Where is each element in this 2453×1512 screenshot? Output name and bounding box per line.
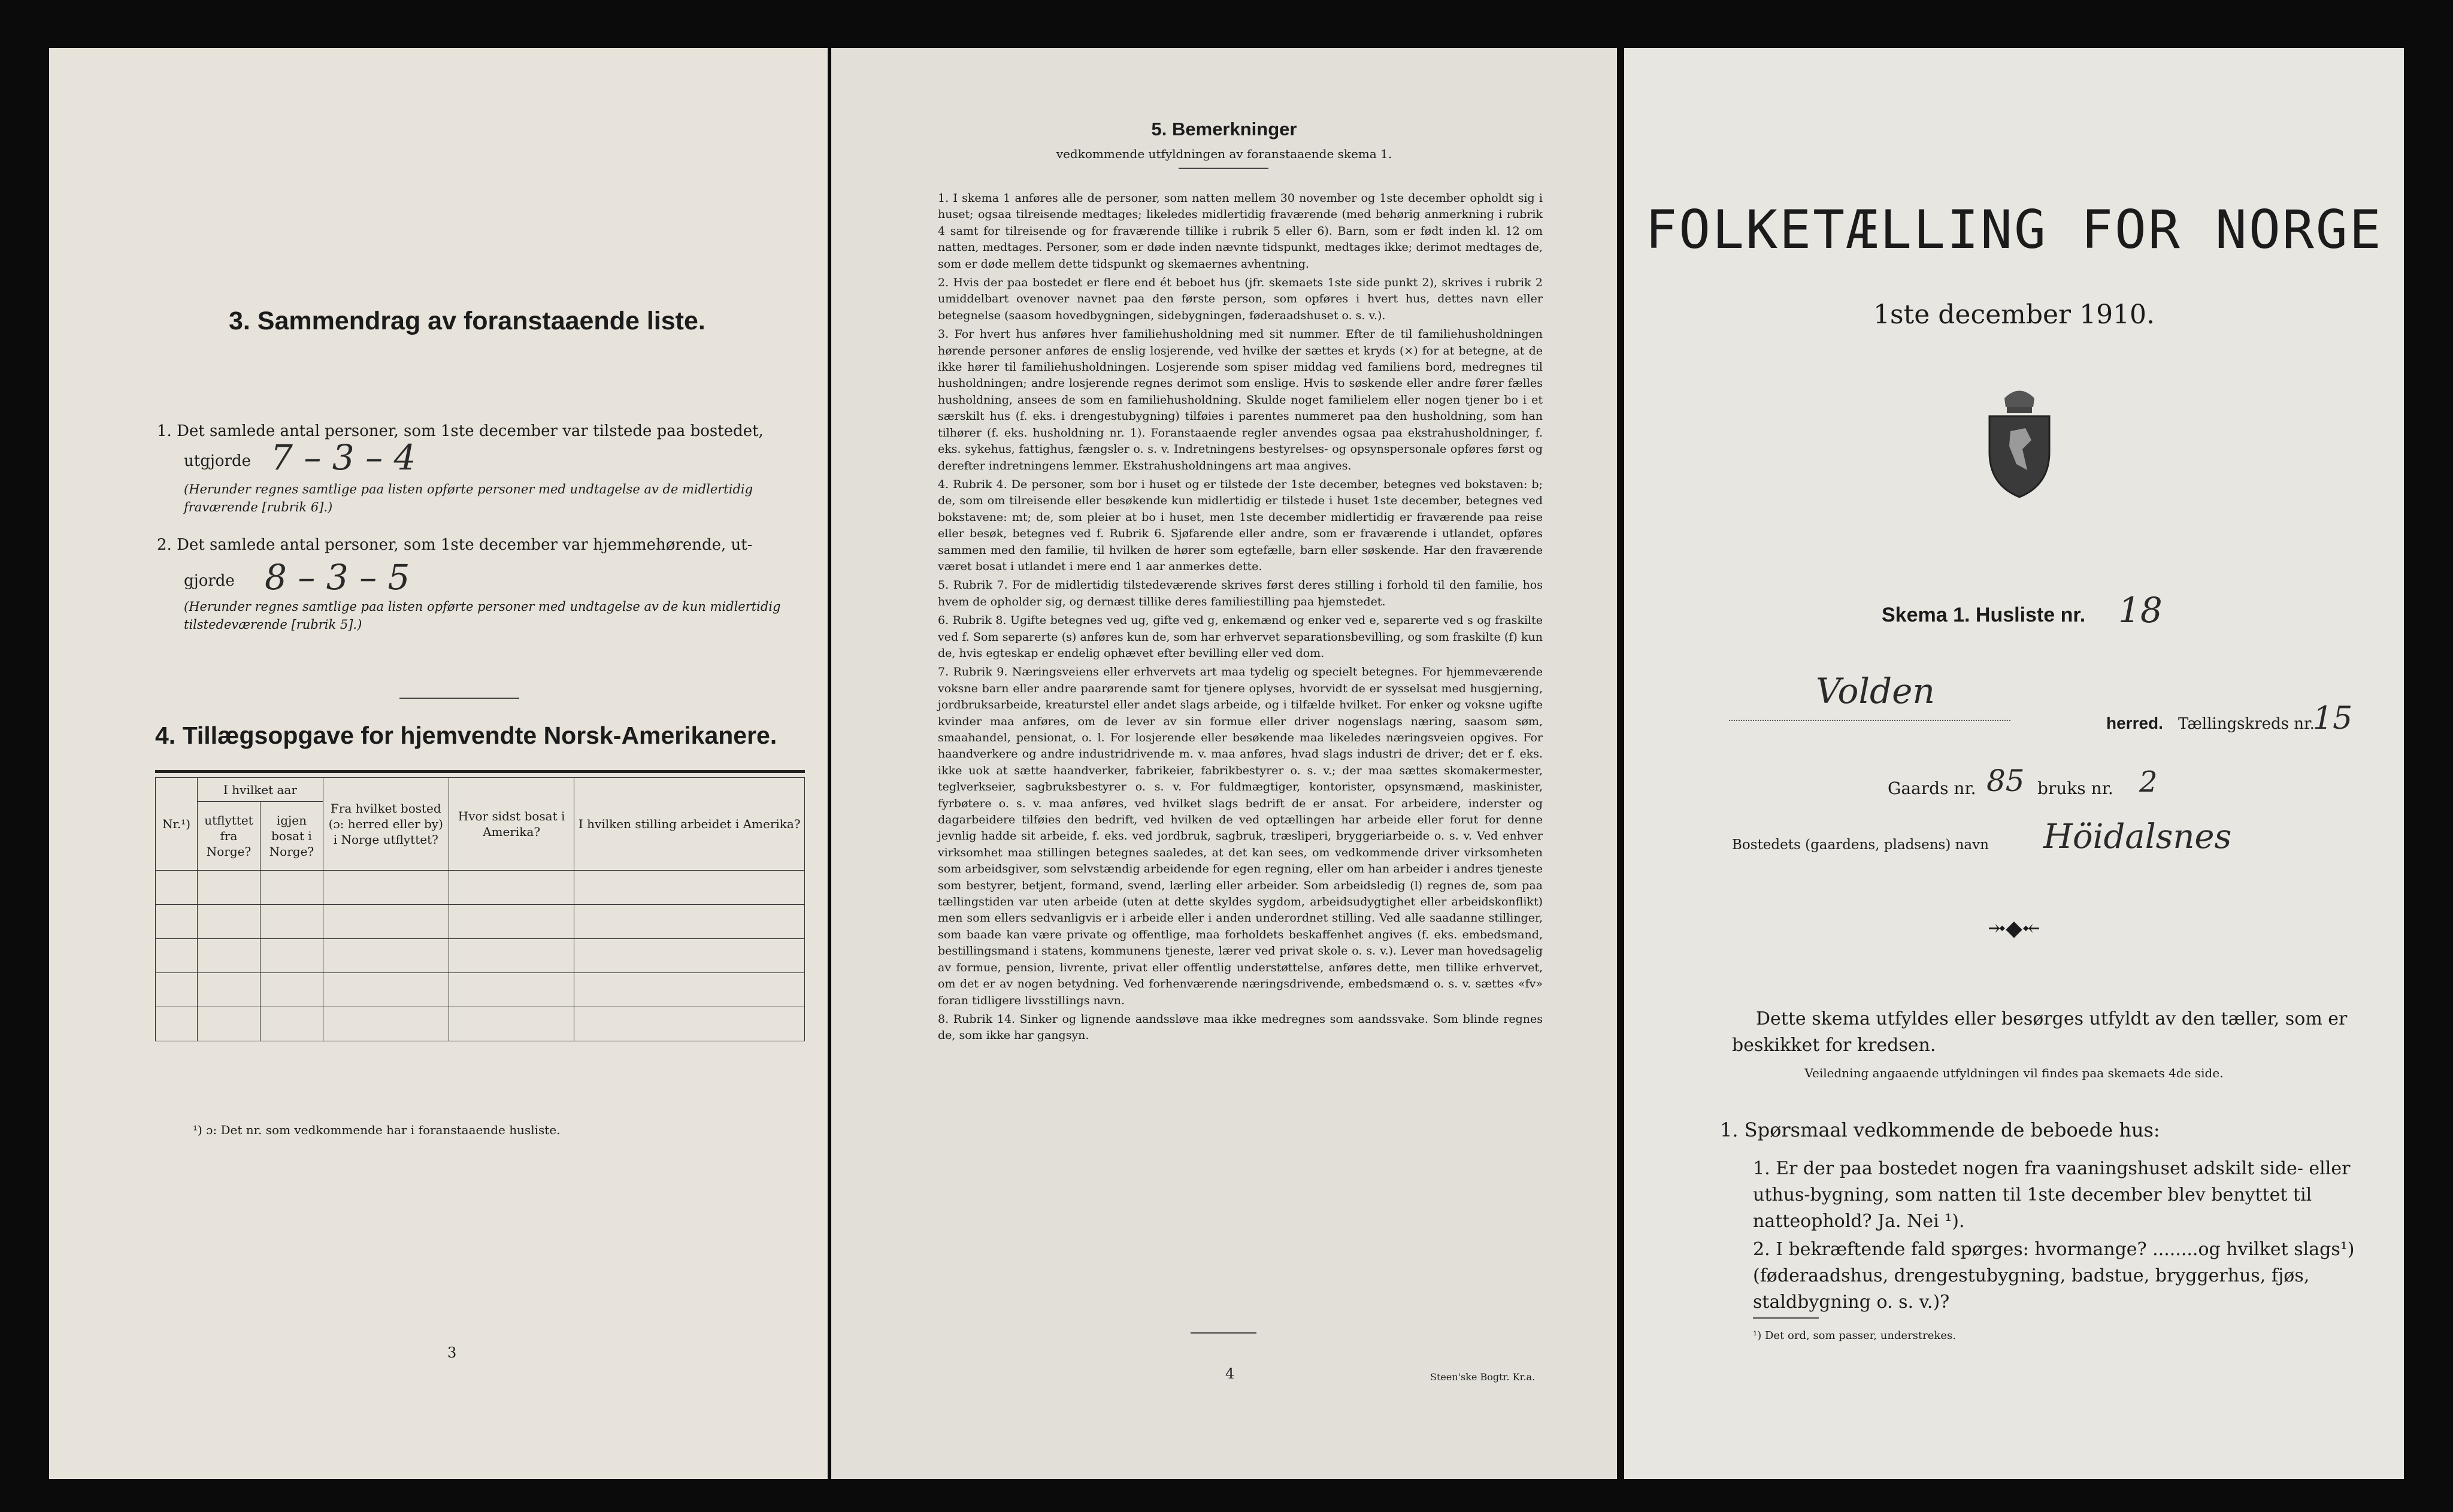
gaards-label: Gaards nr. bbox=[1888, 778, 1976, 798]
remark-item: 6. Rubrik 8. Ugifte betegnes ved ug, gifte ved g, enkemænd og enker ved e, separerte ved s og fraskilte ved f. Som separerte (s) anføres kun de, som har erhvervet separationsbevilling, og som fraskilte (f) kun de, hvis egteskap er endelig ophævet efter bevilling eller ved dom. bbox=[938, 614, 1543, 660]
husliste-number: 18 bbox=[2118, 590, 2163, 631]
item1-note: (Herunder regnes samtlige paa listen opførte personer med undtagelse av de midlertidig fraværende [rubrik 6].) bbox=[184, 482, 753, 514]
item1-text: 1. Det samlede antal personer, som 1ste december var tilstede paa bostedet, bbox=[157, 422, 764, 440]
table-row bbox=[156, 871, 805, 905]
remarks-list bbox=[938, 190, 1543, 1047]
section4-title: 4. Tillægsopgave for hjemvendte Norsk-Amerikanere. bbox=[155, 722, 777, 749]
remark-item: 3. For hvert hus anføres hver familiehusholdning med sit nummer. Efter de til familiehusholdningen hørende personer anføres de enslig losjerende, ved hvilke der sættes et kryds (×) for at betegne, at de ikke hører til familiehusholdningen. Losjerende som spiser middag ved familiens bord, medregnes til husholdningen; andre losjerende regnes derimot som enslige. Hvis to søskende eller andre fører fælles husholdning, ansees de som en familiehusholdning. Skulde noget familielem eller nogen tjener bo i et særskilt hus (f. eks. i drengestubygning) tilføies i parentes nummeret paa den husholdning, som han tilhører (f. eks. husholdning nr. 1). Foranstaaende regler anvendes ogsaa paa ekstrahusholdninger, f. eks. sykehus, fattighus, fængsler o. s. v. Indretningens bestyrelses- og opsynspersonale opføres først og derefter indretningens lemmer. Ekstrahusholdningens art maa angives. bbox=[938, 328, 1543, 472]
ornament-icon: ⤞◆⤝ bbox=[1987, 916, 2040, 941]
bosted-label: Bostedets (gaardens, pladsens) navn bbox=[1732, 837, 1989, 853]
intro-text: Dette skema utfyldes eller besørges utfyldt av den tæller, som er beskikket for kredsen. bbox=[1732, 1008, 2348, 1056]
page-number: 3 bbox=[447, 1344, 457, 1361]
question-1: 1. Er der paa bostedet nogen fra vaaningshuset adskilt side- eller uthus-bygning, som natten til 1ste december blev benyttet til natteophold? Ja. Nei ¹). bbox=[1753, 1158, 2351, 1232]
divider bbox=[1753, 1317, 1819, 1319]
remark-item: 7. Rubrik 9. Næringsveiens eller erhvervets art maa tydelig og specielt betegnes. For hjemmeværende voksne barn eller andre paarørende samt for tjenere oplyses, hvorvidt de er sysselsat med husgjerning, jordbruksarbeide, kreaturstel eller andet slags arbeide, og i tilfælde hvilket. For enker og voksne ugifte kvinder maa anføres, om de lever av sin formue eller driver nogenslags næring, saasom søm, smaahandel, pensionat, o. l. For losjerende eller besøkende maa likeledes næringsveien opgives. For haandverkere og andre industridrivende m. v. maa anføres, hvad slags industri de driver; det er f. eks. ikke uok at sætte haandverker, fabrikeier, fabrikbestyrer o. s. v.; der maa sættes skomakermester, teglverkseier, sagbruksbestyrer o. s. v. For fuldmægtiger, kontorister, opsynsmænd, maskinister, fyrbøtere o. s. v. maa anføres, ved hvilket slags bedrift de er ansat. For arbeidere, inderster og dagarbeidere tilføies den bedrift, ved hvilken de ved optællingen har arbeide eller forut for denne jevnlig hadde sit arbeide, f. eks. ved jordbruk, sagbruk, træsliperi, bryggeriarbeide o. s. v. Ved enhver virksomhet maa stillingen betegnes saaledes, at det kan sees, om vedkommende driver virksomheten som arbeidsgiver, som selvstændig arbeidende for egen regning, eller om han arbeider i andres tjeneste som bestyrer, betjent, formand, svend, lærling eller arbeider. Som arbeidsledig (l) regnes de, som paa tællingstiden var uten arbeide (uten at dette skyldes sygdom, arbeidsudygtighet eller arbeidskonflikt) men som ellers sedvanligvis er i arbeide eller i anden underordnet stilling. Ved alle saadanne stillinger, som baade kan være private og offentlige, maa forholdets beskaffenhet angives (f. eks. embedsmand, bestillingsmand i statens, kommunens tjeneste, lærer ved privat skole o. s. v.). Lever man hovedsagelig av formue, pension, livrente, privat eller offentlig understøttelse, anføres dette, men tillike erhvervet, om det er av nogen betydning. Ved forhenværende næringsdrivende, embedsmænd o. s. v. sættes «fv» foran tidligere livsstillings navn. bbox=[938, 665, 1543, 1007]
kreds-label: Tællingskreds nr. bbox=[2178, 715, 2315, 733]
bruks-value: 2 bbox=[2139, 765, 2158, 799]
remark-item: 1. I skema 1 anføres alle de personer, som natten mellem 30 november og 1ste december opholdt sig i huset; ogsaa tilreisende medtages; likeledes midlertidig fraværende (med behørig anmerkning i rubrik 4 samt for tilreisende og for fraværende tillike i rubrik 5 eller 6). Barn, som er født inden kl. 12 om natten, medtages. Personer, som er døde inden nævnte tidspunkt, medtages ikke; derimot medtages de, som er døde mellem dette tidspunkt og skemaernes avhentning. bbox=[938, 192, 1543, 271]
col-emigrated: utflyttet fra Norge? bbox=[197, 802, 260, 871]
census-date: 1ste december 1910. bbox=[1873, 299, 2155, 330]
item2-note: (Herunder regnes samtlige paa listen opførte personer med undtagelse av de kun midlertidig tilstedeværende [rubrik 5].) bbox=[184, 599, 781, 632]
table-row bbox=[156, 973, 805, 1007]
table-row bbox=[156, 905, 805, 939]
item1-prefix: utgjorde bbox=[184, 452, 252, 470]
herred-label: herred. bbox=[2106, 714, 2163, 732]
middle-page bbox=[831, 48, 1617, 1479]
remark-item: 5. Rubrik 7. For de midlertidig tilstedeværende skrives først deres stilling i forhold til den familie, hos hvem de opholder sig, og dernæst tillike deres familiestilling paa hjemstedet. bbox=[938, 578, 1543, 608]
table-top-rule bbox=[155, 770, 805, 773]
question-2: 2. I bekræftende fald spørges: hvormange? ........og hvilket slags¹) (føderaadshus, drengestubygning, badstue, bryggerhus, fjøs, staldbygning o. s. v.)? bbox=[1753, 1239, 2355, 1313]
col-last-america: Hvor sidst bosat i Amerika? bbox=[449, 778, 574, 871]
page-number: 4 bbox=[1225, 1365, 1235, 1382]
col-nr: Nr.¹) bbox=[156, 778, 198, 871]
questions-heading: 1. Spørsmaal vedkommende de beboede hus: bbox=[1720, 1119, 2160, 1141]
remark-item: 2. Hvis der paa bostedet er flere end ét beboet hus (jfr. skemaets 1ste side punkt 2), skrives i rubrik 2 umiddelbart ovenover navnet paa den første person, som opføres i hvert hus, dettes navn eller betegnelse (saasom hovedbygningen, sidebygningen, føderaadshuset o. s. v.). bbox=[938, 276, 1543, 322]
item1-handwritten-value: 7 – 3 – 4 bbox=[271, 437, 416, 478]
census-title: FOLKETÆLLING FOR NORGE bbox=[1645, 199, 2383, 260]
divider bbox=[399, 698, 519, 699]
guidance-text: Veiledning angaaende utfyldningen vil findes paa skemaets 4de side. bbox=[1804, 1066, 2224, 1080]
divider bbox=[1191, 1332, 1256, 1334]
kreds-value: 15 bbox=[2313, 701, 2353, 737]
footnote: ¹) Det ord, som passer, understrekes. bbox=[1753, 1329, 1956, 1342]
skema-label: Skema 1. Husliste nr. bbox=[1882, 604, 2086, 626]
bruks-label: bruks nr. bbox=[2037, 778, 2113, 798]
remarks-subtitle: vedkommende utfyldningen av foranstaaende skema 1. bbox=[1056, 147, 1392, 161]
item2-prefix: gjorde bbox=[184, 572, 235, 590]
col-returned: igjen bosat i Norge? bbox=[260, 802, 323, 871]
table-row bbox=[156, 939, 805, 973]
right-page bbox=[1624, 48, 2404, 1479]
section3-title: 3. Sammendrag av foranstaaende liste. bbox=[229, 307, 705, 335]
norsk-amerikanere-table bbox=[155, 777, 805, 1041]
printer-imprint: Steen'ske Bogtr. Kr.a. bbox=[1430, 1371, 1536, 1383]
remark-item: 8. Rubrik 14. Sinker og lignende aandssløve maa ikke medregnes som aandssvake. Som blinde regnes de, som ikke har gangsyn. bbox=[938, 1012, 1543, 1043]
coat-of-arms-icon bbox=[1980, 380, 2058, 500]
col-group-year: I hvilket aar bbox=[197, 778, 323, 802]
gaards-value: 85 bbox=[1986, 763, 2025, 798]
col-from-where: Fra hvilket bosted (ɔ: herred eller by) i Norge utflyttet? bbox=[323, 778, 449, 871]
remarks-title: 5. Bemerkninger bbox=[1151, 119, 1297, 140]
left-page bbox=[49, 48, 828, 1479]
table-footnote: ¹) ɔ: Det nr. som vedkommende har i foranstaaende husliste. bbox=[193, 1123, 561, 1137]
col-position: I hvilken stilling arbeidet i Amerika? bbox=[574, 778, 805, 871]
item2-handwritten-value: 8 – 3 – 5 bbox=[265, 557, 410, 598]
divider bbox=[1179, 168, 1268, 169]
table-row bbox=[156, 1007, 805, 1041]
herred-value: Volden bbox=[1816, 671, 1935, 711]
item2-text: 2. Det samlede antal personer, som 1ste december var hjemmehørende, ut- bbox=[157, 536, 753, 554]
bosted-value: Höidalsnes bbox=[2043, 817, 2232, 856]
remark-item: 4. Rubrik 4. De personer, som bor i huset og er tilstede der 1ste december, betegnes ved bokstaven: b; de, som om tilreisende eller besøkende kun midlertidig er tilstede i huset 1ste december, betegnes ved bokstavene: mt; de, som pleier at bo i huset, men 1ste december midlertidig er fraværende paa reise eller besøk, betegnes ved f. Rubrik 6. Sjøfarende eller andre, som er fraværende i utlandet, opføres sammen med den familie, til hvilken de hører som egtefælle, barn eller søskende. Har den fraværende været bosat i utlandet i mere end 1 aar anmerkes dette. bbox=[938, 477, 1543, 573]
